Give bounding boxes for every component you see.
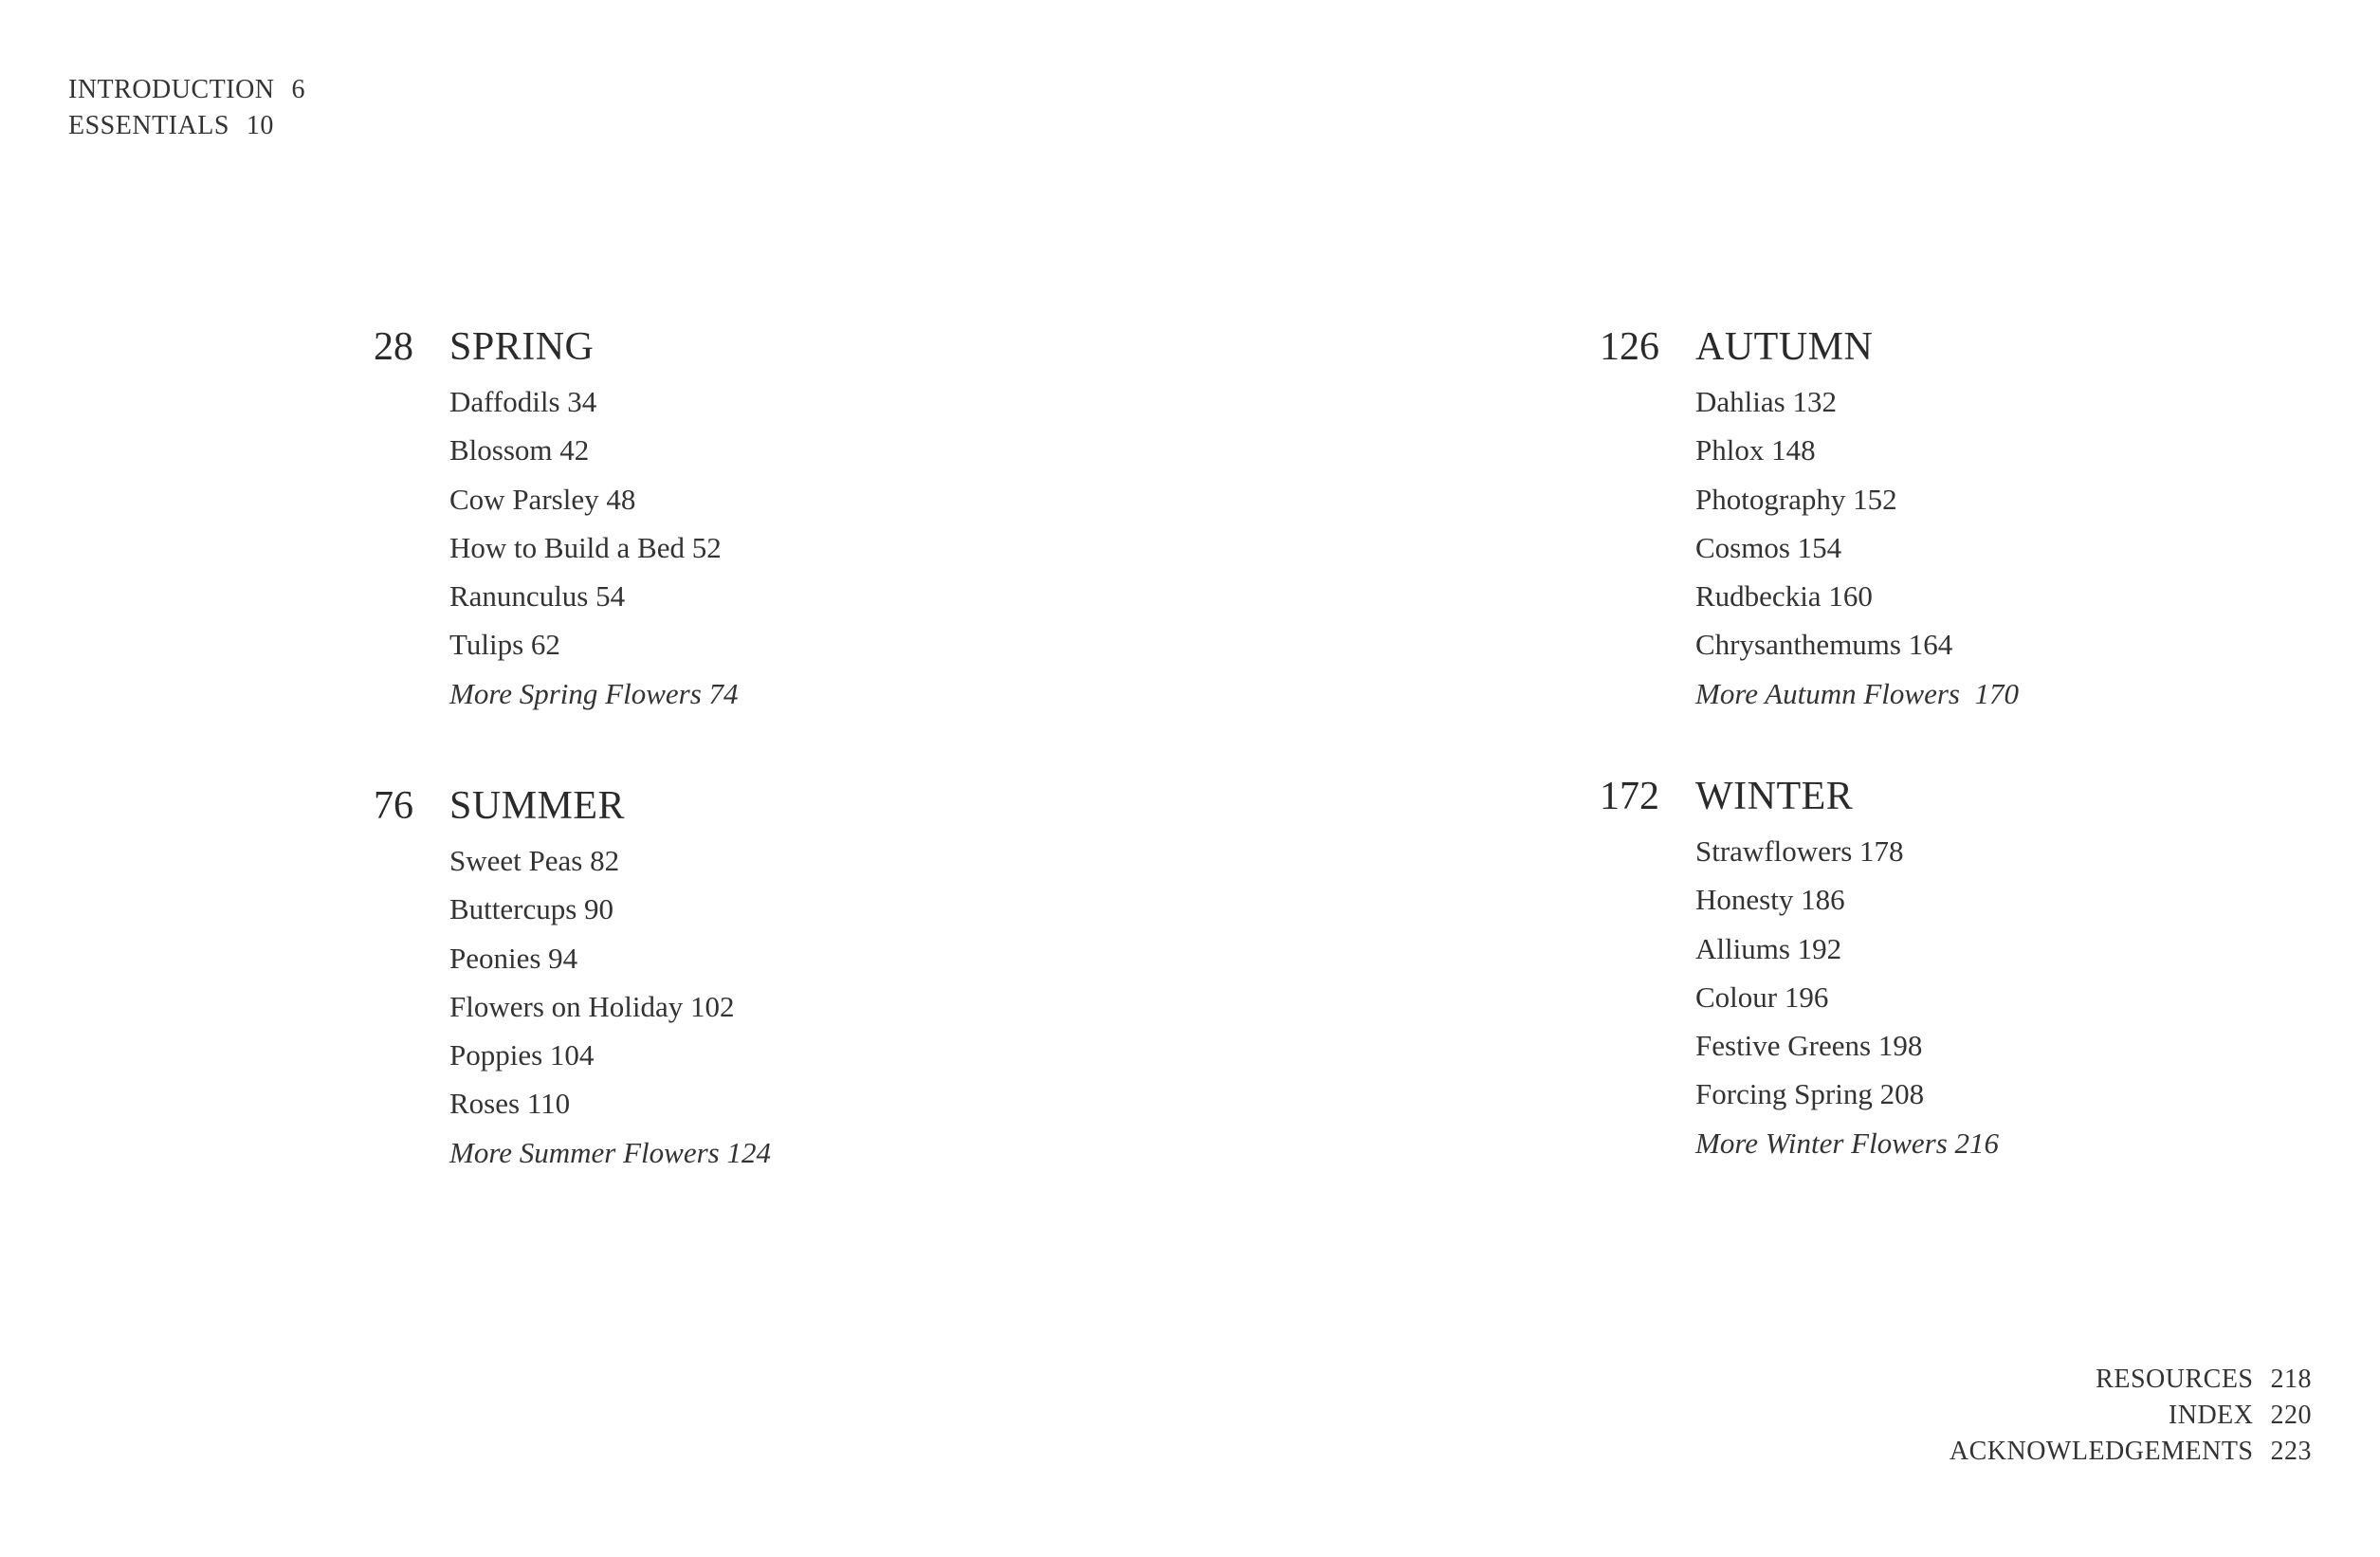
front-matter-list xyxy=(68,72,305,144)
toc-entry: Blossom 42 xyxy=(449,433,590,467)
section-page-number: 126 xyxy=(1600,325,1659,369)
section-body xyxy=(1695,770,1999,1167)
toc-entry: Alliums 192 xyxy=(1695,931,1842,965)
back-matter-item-acknowledgements xyxy=(1950,1434,2312,1470)
front-matter-label: ESSENTIALS xyxy=(68,111,229,140)
toc-entry: Peonies 94 xyxy=(449,941,578,975)
back-matter-item-index xyxy=(1950,1398,2312,1434)
toc-entry: Photography 152 xyxy=(1695,482,1897,516)
section-title: SPRING xyxy=(449,325,595,369)
toc-entry: Dahlias 132 xyxy=(1695,385,1837,418)
section-body xyxy=(449,779,771,1177)
toc-entry: Cow Parsley 48 xyxy=(449,482,636,516)
toc-entry: Cosmos 154 xyxy=(1695,530,1842,564)
toc-entry: Sweet Peas 82 xyxy=(449,844,620,877)
front-matter-page: 10 xyxy=(246,111,274,140)
front-matter-label: INTRODUCTION xyxy=(68,75,275,104)
toc-entry-more: More Spring Flowers 74 xyxy=(449,676,739,710)
section-body xyxy=(1695,321,2019,718)
section-page-number: 76 xyxy=(374,784,413,828)
back-matter-list xyxy=(1950,1362,2312,1470)
toc-entry: Tulips 62 xyxy=(449,628,560,662)
toc-entry: Festive Greens 198 xyxy=(1695,1029,1923,1063)
toc-entry: Flowers on Holiday 102 xyxy=(449,989,735,1023)
toc-entry: Phlox 148 xyxy=(1695,433,1816,467)
toc-entry: Colour 196 xyxy=(1695,980,1829,1014)
back-matter-page: 220 xyxy=(2270,1401,2312,1430)
toc-entry: Forcing Spring 208 xyxy=(1695,1077,1925,1111)
section-page-number: 28 xyxy=(374,325,413,369)
toc-entry: Honesty 186 xyxy=(1695,883,1845,917)
toc-entry: Poppies 104 xyxy=(449,1038,595,1072)
back-matter-label: ACKNOWLEDGEMENTS xyxy=(1949,1437,2254,1466)
section-body xyxy=(449,321,739,718)
section-title: AUTUMN xyxy=(1695,325,1874,369)
section-title: WINTER xyxy=(1695,775,1854,818)
toc-entry: Roses 110 xyxy=(449,1087,571,1121)
front-matter-item-introduction xyxy=(68,72,305,108)
toc-entry: How to Build a Bed 52 xyxy=(449,530,722,564)
toc-entry: Daffodils 34 xyxy=(449,385,597,418)
toc-entry-more: More Winter Flowers 216 xyxy=(1695,1126,2000,1160)
section-page-number: 172 xyxy=(1600,775,1659,818)
toc-entry: Buttercups 90 xyxy=(449,892,614,926)
back-matter-page: 223 xyxy=(2270,1437,2312,1466)
toc-entry: Chrysanthemums 164 xyxy=(1695,628,1953,662)
back-matter-item-resources xyxy=(1950,1362,2312,1398)
toc-entry-more: More Summer Flowers 124 xyxy=(449,1135,771,1169)
back-matter-label: RESOURCES xyxy=(2096,1365,2254,1394)
toc-entry-more: More Autumn Flowers 170 xyxy=(1695,676,2019,710)
front-matter-item-essentials xyxy=(68,108,305,144)
toc-entry: Rudbeckia 160 xyxy=(1695,579,1873,614)
front-matter-page: 6 xyxy=(291,75,306,104)
toc-entry: Strawflowers 178 xyxy=(1695,834,1904,868)
back-matter-page: 218 xyxy=(2270,1365,2312,1394)
toc-entry: Ranunculus 54 xyxy=(449,579,626,614)
back-matter-label: INDEX xyxy=(2168,1401,2254,1430)
section-title: SUMMER xyxy=(449,784,626,828)
